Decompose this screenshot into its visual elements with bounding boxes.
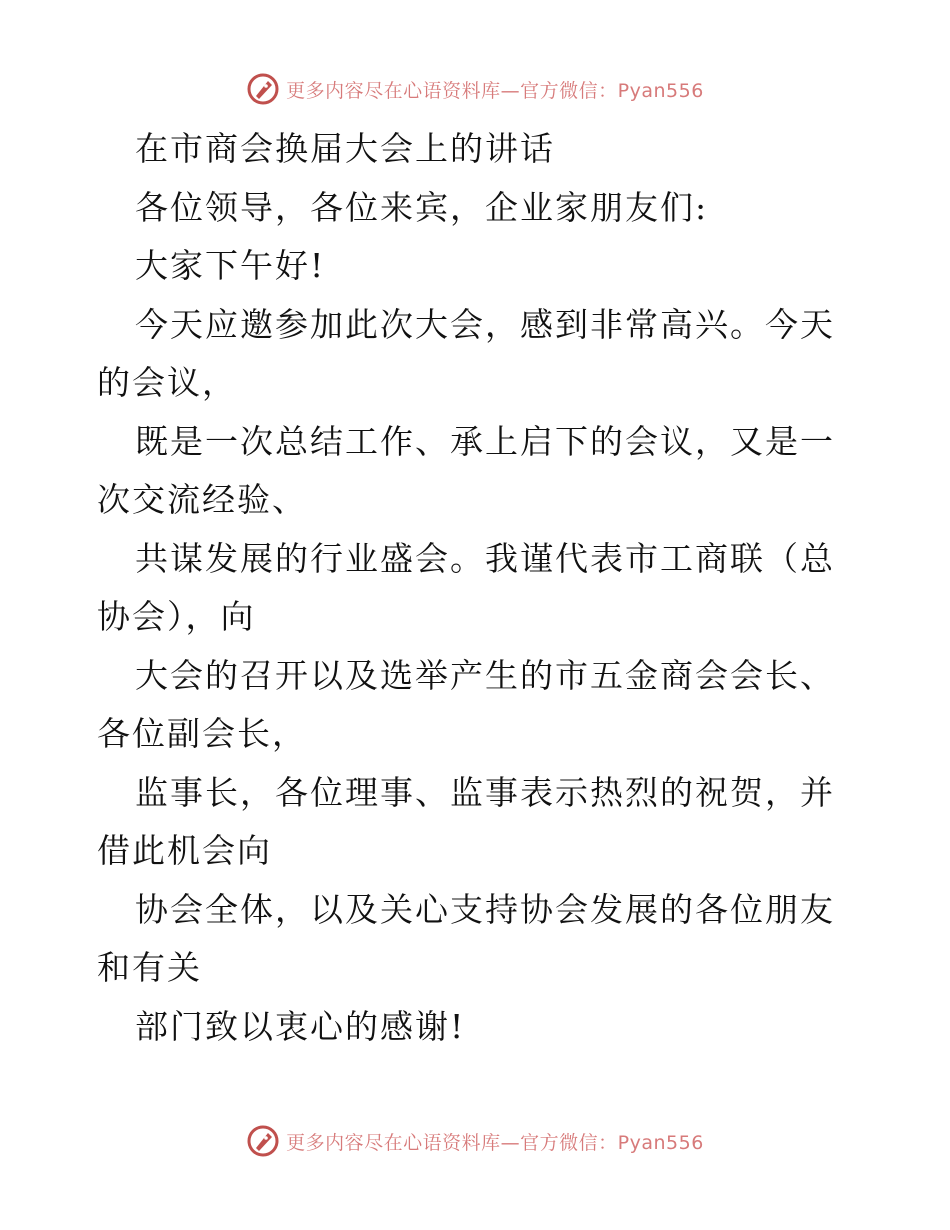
document-body [97, 120, 857, 1056]
paragraph: 各位领导，各位来宾，企业家朋友们: [135, 187, 709, 227]
paragraph: 今天应邀参加此次大会，感到非常高兴。今天的会议， [97, 304, 835, 402]
document-title: 在市商会换届大会上的讲话 [135, 129, 555, 168]
header-banner [0, 72, 950, 106]
paragraph: 大家下午好! [135, 246, 326, 285]
paragraph: 部门致以衷心的感谢! [135, 1006, 466, 1046]
paragraph: 大会的召开以及选举产生的市五金商会会长、各位副会长， [97, 655, 835, 753]
paragraph: 协会全体，以及关心支持协会发展的各位朋友和有关 [97, 889, 835, 987]
footer-banner [0, 1124, 950, 1158]
banner-text: 更多内容尽在心语资料库—官方微信：Pyan556 [286, 1131, 704, 1154]
banner-text: 更多内容尽在心语资料库—官方微信：Pyan556 [286, 79, 704, 102]
pen-nib-logo-icon [246, 1124, 280, 1158]
paragraph: 共谋发展的行业盛会。我谨代表市工商联（总协会），向 [97, 538, 835, 636]
paragraph: 监事长，各位理事、监事表示热烈的祝贺，并借此机会向 [97, 772, 835, 870]
paragraph: 既是一次总结工作、承上启下的会议，又是一次交流经验、 [97, 421, 835, 519]
pen-nib-logo-icon [246, 72, 280, 106]
